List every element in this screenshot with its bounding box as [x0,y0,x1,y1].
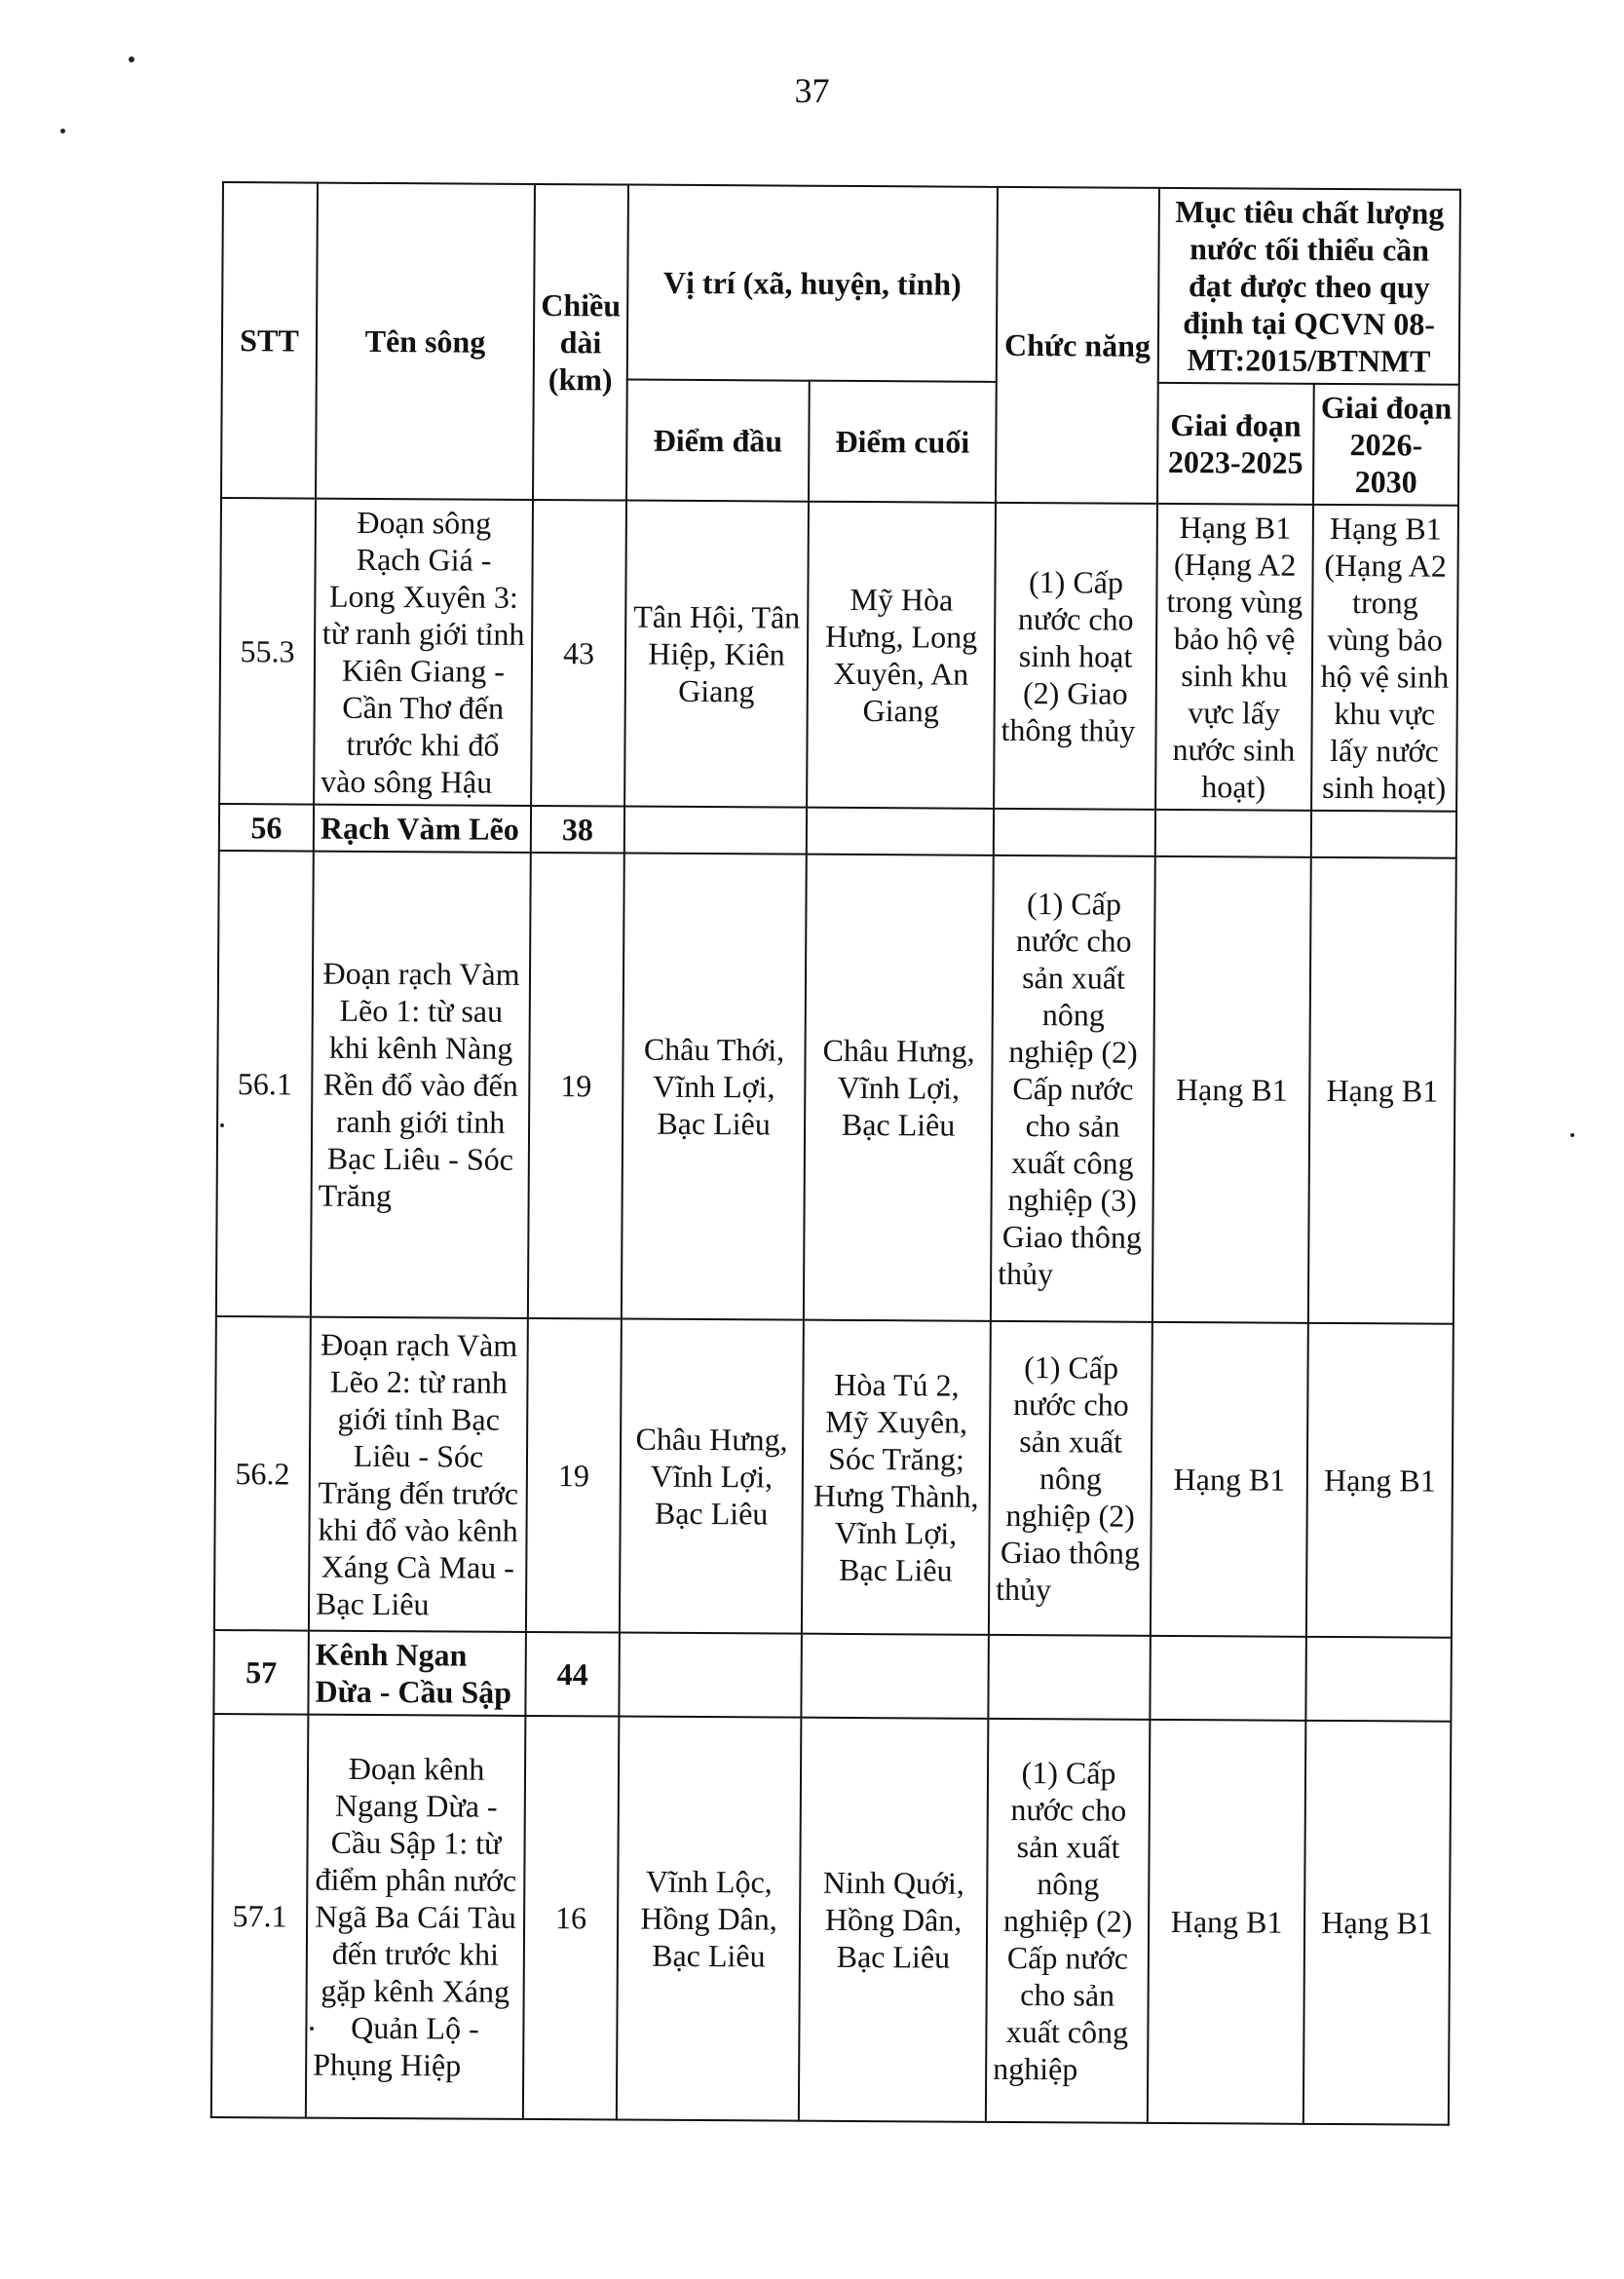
header-phase-2023-2025: Giai đoạn 2023-2025 [1157,383,1314,505]
cell-start: Vĩnh Lộc, Hồng Dân, Bạc Liêu [617,1717,802,2121]
cell-phase-2023-2025: Hạng B1 [1151,1322,1308,1637]
table-row [219,804,1456,858]
cell-length: 44 [525,1632,620,1717]
cell-name: Kênh Ngan Dừa - Cầu Sập [308,1631,526,1716]
cell-end: Mỹ Hòa Hưng, Long Xuyên, An Giang [807,502,996,809]
cell-phase-2023-2025 [1150,1636,1306,1721]
cell-phase-2026-2030 [1305,1637,1452,1722]
cell-stt: 56.2 [214,1316,311,1631]
cell-end [801,1634,989,1719]
cell-length: 38 [531,806,624,854]
cell-stt: 57.1 [211,1714,309,2118]
cell-end: Ninh Quới, Hồng Dân, Bạc Liêu [799,1718,989,2122]
cell-name: Đoạn rạch Vàm Lẽo 1: từ sau khi kênh Nàng Rền đổ vào đến ranh giới tỉnh Bạc Liêu - Sóc Trăng [311,852,531,1318]
cell-name: Đoạn sông Rạch Giá - Long Xuyên 3: từ ranh giới tỉnh Kiên Giang - Cần Thơ đến trước khi đổ vào sông Hậu [314,499,533,806]
header-phase-2026-2030: Giai đoạn 2026-2030 [1313,384,1459,506]
cell-start: Châu Hưng, Vĩnh Lợi, Bạc Liêu [620,1319,804,1634]
cell-function: (1) Cấp nước cho sinh hoạt (2) Giao thông thủy [994,503,1157,810]
cell-start: Châu Thới, Vĩnh Lợi, Bạc Liêu [622,854,807,1320]
cell-stt: 56.1 [216,851,314,1317]
water-quality-table [210,181,1461,2126]
cell-name: Đoạn rạch Vàm Lẽo 2: từ ranh giới tỉnh Bạc Liêu - Sóc Trăng đến trước khi đổ vào kênh Xáng Cà Mau - Bạc Liêu [309,1317,528,1632]
header-function: Chức năng [996,187,1159,504]
header-start: Điểm đầu [626,380,810,502]
cell-phase-2023-2025: Hạng B1 [1152,856,1311,1323]
cell-function [994,809,1155,856]
table-row [214,1316,1454,1638]
cell-length: 16 [523,1716,620,2120]
scan-speck [1570,1133,1574,1137]
table-row [219,498,1458,812]
cell-end [807,808,994,855]
scan-speck [129,57,134,62]
cell-phase-2026-2030 [1311,811,1456,858]
cell-phase-2023-2025: Hạng B1 [1148,1720,1306,2124]
header-end: Điểm cuối [809,381,997,503]
cell-stt: 55.3 [219,498,316,805]
cell-phase-2026-2030: Hạng B1 [1308,857,1456,1324]
cell-start [619,1633,802,1718]
cell-phase-2023-2025: Hạng B1 (Hạng A2 trong vùng bảo hộ vệ sinh khu vực lấy nước sinh hoạt) [1155,504,1313,811]
cell-name: Rạch Vàm Lẽo [314,805,531,853]
table-row [211,1714,1452,2125]
cell-name: Đoạn kênh Ngang Dừa - Cầu Sập 1: từ điểm phân nước Ngã Ba Cái Tàu đến trước khi gặp kênh Xáng Quản Lộ - Phụng Hiệp [306,1715,526,2119]
cell-length: 43 [531,500,626,807]
page-number: 37 [794,71,830,110]
table-row [216,851,1456,1324]
cell-phase-2026-2030: Hạng B1 [1303,1721,1452,2125]
cell-function: (1) Cấp nước cho sản xuất nông nghiệp (2) Giao thông thủy [989,1321,1152,1636]
cell-phase-2026-2030: Hạng B1 (Hạng A2 trong vùng bảo hộ vệ sinh khu vực lấy nước sinh hoạt) [1311,505,1458,812]
cell-function [988,1635,1151,1720]
header-location: Vị trí (xã, huyện, tỉnh) [627,185,998,382]
cell-start [624,807,807,855]
cell-stt: 57 [213,1630,309,1715]
cell-stt: 56 [219,804,314,852]
cell-length: 19 [526,1318,622,1633]
scan-speck [60,129,65,133]
cell-end: Châu Hưng, Vĩnh Lợi, Bạc Liêu [804,855,994,1321]
cell-start: Tân Hội, Tân Hiệp, Kiên Giang [624,501,809,808]
cell-phase-2023-2025 [1155,810,1311,857]
header-target: Mục tiêu chất lượng nước tối thiểu cần đạt được theo quy định tại QCVN 08-MT:2015/BTNMT [1158,188,1460,385]
cell-function: (1) Cấp nước cho sản xuất nông nghiệp (2) Cấp nước cho sản xuất công nghiệp (3) Giao thông thủy [991,855,1155,1322]
header-name: Tên sông [316,183,535,500]
header-length: Chiều dài (km) [533,184,628,501]
table-row [213,1630,1452,1722]
cell-function: (1) Cấp nước cho sản xuất nông nghiệp (2) Cấp nước cho sản xuất công nghiệp [986,1719,1151,2123]
cell-end: Hòa Tú 2, Mỹ Xuyên, Sóc Trăng; Hưng Thành, Vĩnh Lợi, Bạc Liêu [802,1320,991,1635]
header-stt: STT [221,182,318,499]
cell-phase-2026-2030: Hạng B1 [1306,1323,1454,1638]
cell-length: 19 [528,853,624,1319]
